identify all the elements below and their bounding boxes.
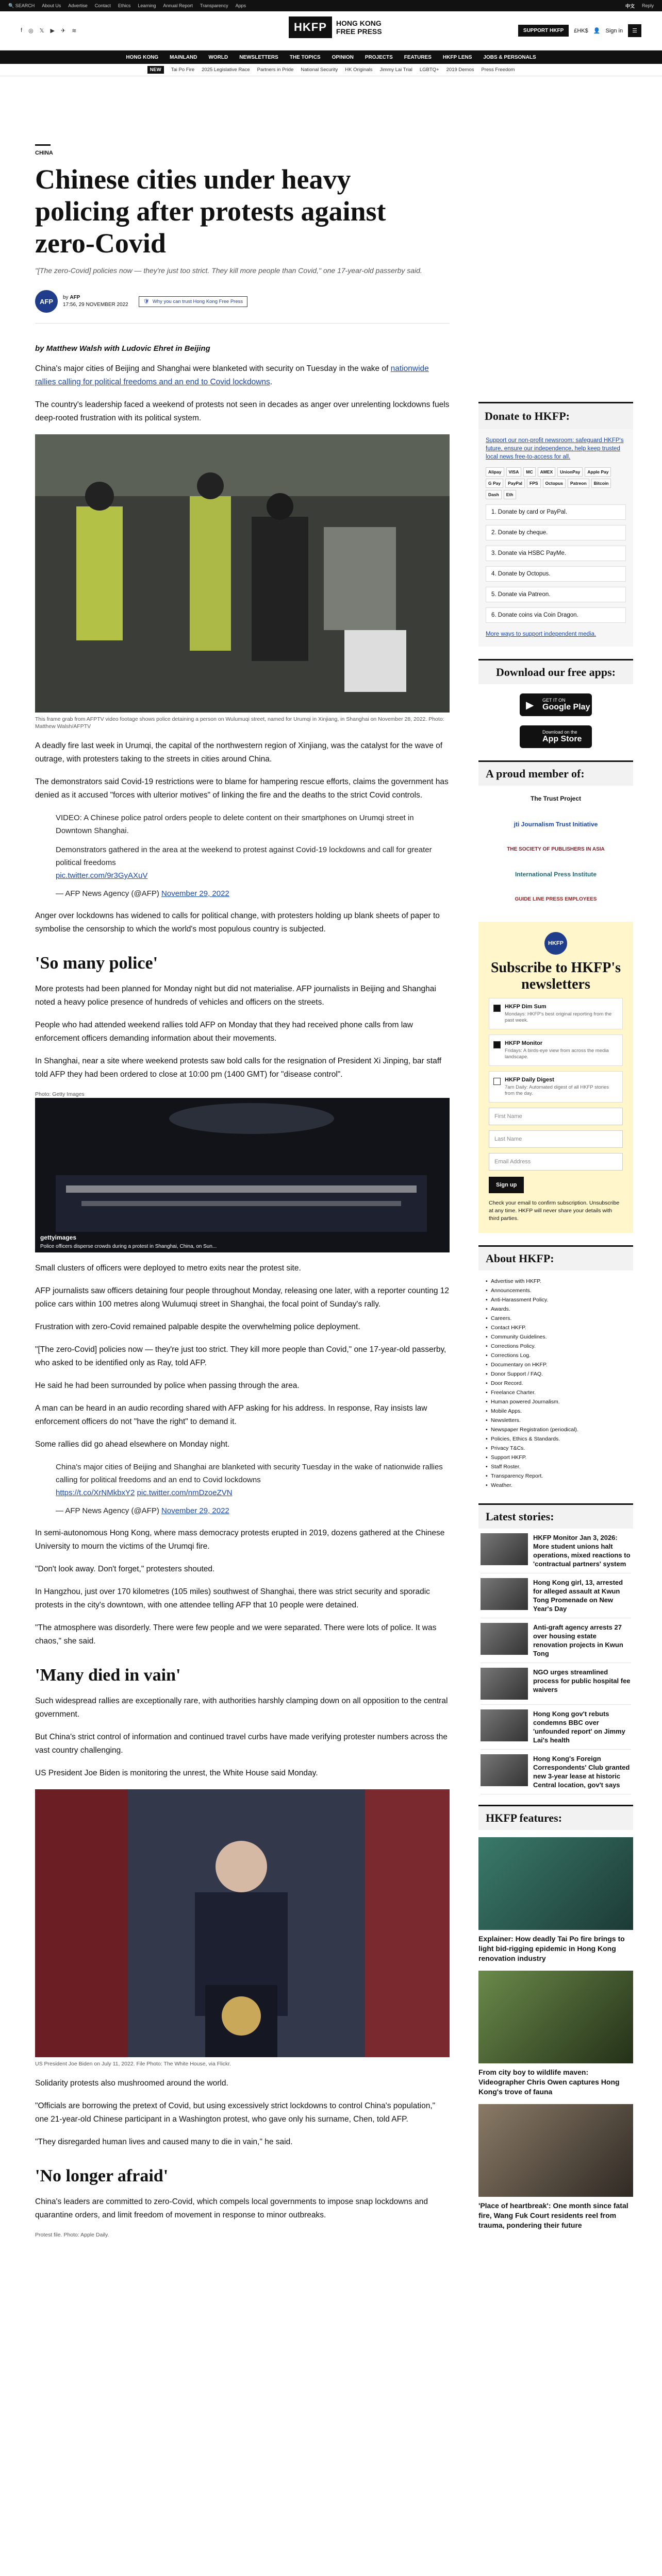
photo <box>35 434 450 713</box>
hkfp-badge: HKFP <box>544 932 567 955</box>
about-link[interactable]: • Anti-Harassment Policy. <box>486 1295 626 1304</box>
paragraph: Solidarity protests also mushroomed around the world. <box>35 2079 228 2088</box>
paragraph: Anger over lockdowns has widened to calls for political change, with protesters holding up blank sheets of paper to symbolise the censorship to which the world's most populous country is subjected. <box>35 911 440 934</box>
topic-link[interactable]: National Security <box>301 67 338 73</box>
tweet-date-link[interactable]: November 29, 2022 <box>161 1506 229 1515</box>
topic-link[interactable]: Partners in Pride <box>257 67 294 73</box>
getty-logo: gettyimages <box>40 1234 77 1241</box>
tweet-pic-link[interactable]: pic.twitter.com/9r3GyAXuV <box>56 871 148 880</box>
figure-biden <box>35 1789 450 2067</box>
article-dek: "[The zero-Covid] policies now — they're just too strict. They kill more people than Covid," one 17-year-old passerby said. <box>35 266 422 275</box>
nav-item[interactable]: WORLD <box>208 54 228 60</box>
trust-link[interactable]: 🛡 Why you can trust Hong Kong Free Press <box>139 296 247 307</box>
latest-story[interactable]: Hong Kong gov't rebuts condemns BBC over 'unfounded report' on Jimmy Lai's health <box>481 1705 631 1750</box>
payment-logo: Apple Pay <box>585 467 611 477</box>
subscribe-title: Subscribe to HKFP's newsletters <box>490 960 621 992</box>
latest-story[interactable]: Hong Kong's Foreign Correspondents' Club granted new 3-year lease at historic Central location, gov't says <box>481 1750 631 1794</box>
member-logo[interactable]: THE SOCIETY OF PUBLISHERS IN ASIA <box>507 846 605 852</box>
paragraph: In Hangzhou, just over 170 kilometres (105 miles) southwest of Shanghai, there was strict security and sporadic protests in the city's downtown, with one attendee telling AFP that 10 people were detained. <box>35 1587 430 1609</box>
feature-story[interactable]: Explainer: How deadly Tai Po fire brings to light bid-rigging epidemic in Hong Kong renovation industry <box>478 1837 633 1963</box>
police-photo-illustration <box>35 434 450 713</box>
google-play-button[interactable]: ▶ GET IT ON Google Play <box>520 693 592 716</box>
newsletter-option[interactable]: HKFP Dim Sum Mondays: HKFP's best original reporting from the past week. <box>489 998 623 1029</box>
feature-story[interactable]: 'Place of heartbreak': One month since fatal fire, Wang Fuk Court residents reel from trauma, pondering their future <box>478 2104 633 2230</box>
topbar-reply[interactable]: Reply <box>641 3 654 8</box>
paragraph: "The atmosphere was disorderly. There were few people and we were separated. There were lots of police. It was chaos," she said. <box>35 1623 437 1646</box>
x-icon[interactable]: 𝕏 <box>39 28 44 34</box>
shield-icon: 🛡 <box>143 298 150 304</box>
about-link[interactable]: • Documentary on HKFP. <box>486 1360 626 1369</box>
about-link[interactable]: • Staff Roster. <box>486 1462 626 1471</box>
about-list <box>478 1270 633 1496</box>
signin-link[interactable]: Sign in <box>605 27 623 34</box>
about-link[interactable]: • Announcements. <box>486 1286 626 1295</box>
latest-story[interactable]: Anti-graft agency arrests 27 over housing estate renovation projects in Kwun Tong <box>481 1618 631 1663</box>
photo-caption: US President Joe Biden on July 11, 2022. File Photo: The White House, via Flickr. <box>35 2061 231 2067</box>
paragraph: AFP journalists saw officers detaining four people throughout Monday, releasing one later, with a reporter counting 12 police cars within 100 metres along Wulumuqi street in Shanghai, the focal point of Sunday's rally. <box>35 1286 450 1309</box>
paragraph: A man can be heard in an audio recording shared with AFP asking for his address. In response, Ray insists law enforcement officers do not "have the right" to demand it. <box>35 1404 427 1426</box>
topic-link[interactable]: Press Freedom <box>481 67 515 73</box>
feature-image <box>478 1837 633 1930</box>
subheading: 'So many police' <box>35 954 158 973</box>
photo-caption: This frame grab from AFPTV video footage shows police detaining a person on Wulumuqi street, named for Urumqi in Xinjiang, in Shanghai on November 28, 2022. Photo: Matthew Walsh/AFPTV <box>35 716 444 730</box>
subscribe-note: Check your email to confirm subscription. Unsubscribe at any time. HKFP will never share your details with third parties. <box>489 1200 620 1222</box>
subheading: 'No longer afraid' <box>35 2166 169 2185</box>
payment-logo: Alipay <box>486 467 504 477</box>
section-label[interactable]: CHINA <box>35 150 53 156</box>
photo <box>35 1098 450 1252</box>
topbar-link[interactable]: About Us <box>42 3 61 8</box>
nav-item[interactable]: PROJECTS <box>365 54 393 60</box>
story-thumbnail <box>481 1754 528 1786</box>
more-ways-link[interactable]: More ways to support independent media. <box>486 631 597 637</box>
menu-icon[interactable]: ☰ <box>628 24 641 37</box>
about-link[interactable]: • Policies, Ethics & Standards. <box>486 1434 626 1444</box>
donate-option[interactable]: 6. Donate coins via Coin Dragon. <box>486 607 626 623</box>
donate-text[interactable]: Support our non-profit newsroom: safeguard HKFP's future, ensure our independence, help keep trusted local news free-to-access for all. <box>486 437 624 460</box>
donate-box <box>478 429 633 647</box>
member-logo[interactable]: The Trust Project <box>530 795 582 802</box>
paragraph: A deadly fire last week in Urumqi, the capital of the northwestern region of Xinjiang, was the catalyst for the wave of outrage, with protesters taking to the streets in cities around China. <box>35 741 443 764</box>
article <box>35 144 450 2239</box>
nav-item[interactable]: FEATURES <box>404 54 432 60</box>
payment-logo: AMEX <box>538 467 556 477</box>
subscribe-box <box>478 922 633 1233</box>
payment-logo: Eth <box>504 490 516 499</box>
rallies-link[interactable]: nationwide rallies calling for political freedoms and an end to Covid lockdowns <box>35 364 429 386</box>
about-link[interactable]: • Newsletters. <box>486 1416 626 1425</box>
getty-caption: Police officers disperse crowds during a protest in Shanghai, China, on Sun... <box>40 1244 217 1249</box>
paragraph: Small clusters of officers were deployed to metro exits near the protest site. <box>35 1264 301 1273</box>
payment-logo: MC <box>523 467 535 477</box>
social-links <box>21 27 76 34</box>
payment-logo: Bitcoin <box>591 479 611 488</box>
checkbox[interactable] <box>493 1005 501 1012</box>
feature-image <box>478 2104 633 2197</box>
paragraph: US President Joe Biden is monitoring the unrest, the White House said Monday. <box>35 1769 318 1777</box>
paragraph: More protests had been planned for Monday night but did not materialise. AFP journalists in Beijing and Shanghai noted a heavy police presence of hundreds of vehicles and officers on the streets. <box>35 985 436 1007</box>
embedded-tweet: China's major cities of Beijing and Shanghai are blanketed with security Tuesday in the wake of nationwide rallies calling for political freedoms and an end to Covid lockdowns https://t.co/XrNMkbxY2 pic.twitter.com/nmDzoeZVN — AFP News Agency (@AFP) November 29, 2022 <box>56 1463 443 1515</box>
member-logo[interactable]: jti Journalism Trust Initiative <box>514 821 598 828</box>
payment-logo: PayPal <box>505 479 525 488</box>
new-badge: NEW <box>147 66 164 74</box>
about-link[interactable]: • Contact HKFP. <box>486 1323 626 1332</box>
donate-option[interactable]: 5. Donate via Patreon. <box>486 587 626 602</box>
paragraph: China's leaders are committed to zero-Covid, which compels local governments to impose snap lockdowns and quarantine orders, and limit freedom of movement in response to minor outbreaks. <box>35 2197 428 2219</box>
logo-text: HONG KONG FREE PRESS <box>336 19 382 36</box>
paragraph: Some rallies did go ahead elsewhere on Monday night. <box>35 1440 230 1449</box>
byline: by Matthew Walsh with Ludovic Ehret in Beijing <box>35 344 210 353</box>
subheading: 'Many died in vain' <box>35 1666 181 1685</box>
latest-story[interactable]: HKFP Monitor Jan 3, 2026: More student unions halt operations, mixed reactions to 'contractual partners' system <box>481 1529 631 1573</box>
member-logo[interactable]: GUIDE LINE PRESS EMPLOYEES <box>515 896 597 902</box>
sidebar <box>478 402 633 2230</box>
payment-logo: Octopus <box>543 479 566 488</box>
nav-item[interactable]: NEWSLETTERS <box>239 54 278 60</box>
topic-link[interactable]: 2019 Demos <box>446 67 474 73</box>
paragraph: Such widespread rallies are exceptionally rare, with authorities harshly clamping down on all opposition to the central government. <box>35 1697 448 1719</box>
app-store-button[interactable]: Download on the App Store <box>520 725 592 748</box>
about-link[interactable]: • Corrections Log. <box>486 1351 626 1360</box>
topic-link[interactable]: Tai Po Fire <box>171 67 195 73</box>
photo <box>35 1789 450 2057</box>
checkbox[interactable] <box>493 1041 501 1048</box>
paragraph: The country's leadership faced a weekend of protests not seen in decades as anger over unrelenting lockdowns fuels deep-rooted frustration with its political system. <box>35 400 450 422</box>
story-thumbnail <box>481 1668 528 1700</box>
topic-link[interactable]: 2025 Legislative Race <box>202 67 250 73</box>
checkbox[interactable] <box>493 1078 501 1085</box>
telegram-icon[interactable]: ✈ <box>61 28 66 34</box>
topic-link[interactable]: LGBTQ+ <box>419 67 439 73</box>
payment-logo: UnionPay <box>557 467 583 477</box>
paragraph: The demonstrators said Covid-19 restrictions were to blame for hampering rescue efforts, claims the government has denied as it accused "forces with ulterior motives" of linking the fire and the deaths to the strict Covid controls. <box>35 777 449 800</box>
author-avatar[interactable]: AFP <box>35 290 58 313</box>
figure-getty: Photo: Getty Images Police officers disperse crowds during a protest in Shanghai, China, on Sun... gettyimages <box>35 1091 450 1252</box>
logo-box: HKFP <box>289 16 332 38</box>
about-title: About HKFP: <box>478 1245 633 1270</box>
topbar-link[interactable]: Ethics <box>118 3 131 8</box>
story-thumbnail <box>481 1533 528 1565</box>
paragraph: He said he had been surrounded by police when passing through the area. <box>35 1381 300 1390</box>
rss-icon[interactable]: ≋ <box>72 28 77 34</box>
topbar-link[interactable]: Learning <box>138 3 156 8</box>
tweet-pic-link[interactable]: pic.twitter.com/nmDzoeZVN <box>137 1488 233 1497</box>
search-link[interactable]: 🔍 SEARCH <box>8 3 35 8</box>
support-button[interactable]: SUPPORT HKFP <box>518 25 569 37</box>
apps-title: Download our free apps: <box>478 659 633 684</box>
last-name-input[interactable]: Last Name <box>489 1130 623 1148</box>
topbar-link[interactable]: Contact <box>94 3 111 8</box>
donate-title: Donate to HKFP: <box>478 402 633 429</box>
publish-date: 17:56, 29 NOVEMBER 2022 <box>63 302 128 308</box>
currency-toggle[interactable]: £HK$ <box>574 27 588 34</box>
main-nav <box>0 50 662 64</box>
first-name-input[interactable]: First Name <box>489 1108 623 1125</box>
donate-option[interactable]: 3. Donate via HSBC PayMe. <box>486 546 626 561</box>
nav-item[interactable]: OPINION <box>332 54 354 60</box>
nav-item[interactable]: HONG KONG <box>126 54 159 60</box>
paragraph: "Don't look away. Don't forget," protesters shouted. <box>35 1565 215 1573</box>
site-logo[interactable] <box>289 16 382 38</box>
article-title: Chinese cities under heavy policing after protests against zero-Covid <box>35 164 386 259</box>
about-link[interactable]: • Community Guidelines. <box>486 1332 626 1342</box>
story-thumbnail <box>481 1578 528 1610</box>
story-thumbnail <box>481 1709 528 1741</box>
youtube-icon[interactable]: ▶ <box>50 28 55 34</box>
about-link[interactable]: • Transparency Report. <box>486 1471 626 1481</box>
lang-switch[interactable]: 中文 <box>625 3 635 9</box>
paragraph: People who had attended weekend rallies told AFP on Monday that they had received phone calls from law enforcement officers demanding information about their movements. <box>35 1021 413 1043</box>
topic-link[interactable]: HK Originals <box>345 67 373 73</box>
topic-link[interactable]: Jimmy Lai Trial <box>379 67 412 73</box>
paragraph: "[The zero-Covid] policies now — they're just too strict. They kill more people than Covid," one 17-year-old passerby, who asked to be identified only as Ray, told AFP. <box>35 1345 446 1367</box>
feature-story[interactable]: From city boy to wildlife maven: Videographer Chris Owen captures Hong Kong's trove of fauna <box>478 1971 633 2097</box>
payment-logos <box>486 467 626 499</box>
latest-story[interactable]: NGO urges streamlined process for public hospital fee waivers <box>481 1663 631 1705</box>
paragraph: But China's strict control of information and continued travel curbs have made verifying protester numbers across the vast country challenging. <box>35 1733 448 1755</box>
latest-story[interactable]: Hong Kong girl, 13, arrested for alleged assault at Kwun Tong Promenade on New Year's Day <box>481 1573 631 1618</box>
about-link[interactable]: • Weather. <box>486 1481 626 1490</box>
donate-option[interactable]: 4. Donate by Octopus. <box>486 566 626 582</box>
biden-photo-illustration <box>35 1789 450 2057</box>
about-link[interactable]: • Newspaper Registration (periodical). <box>486 1425 626 1434</box>
nav-item[interactable]: MAINLAND <box>170 54 197 60</box>
about-link[interactable]: • Mobile Apps. <box>486 1406 626 1416</box>
figure-police-detain <box>35 434 450 730</box>
latest-title: Latest stories: <box>478 1503 633 1529</box>
facebook-icon[interactable]: f <box>21 27 23 33</box>
member-title: A proud member of: <box>478 760 633 786</box>
embedded-tweet: VIDEO: A Chinese police patrol orders people to delete content on their smartphones on Urumqi street in Downtown Shanghai. Demonstrators gathered in the area at the weekend to protest against Covid-19 lockdowns and call for greater political freedoms pic.twitter.com/9r3GyAXuV — AFP News Agency (@AFP) November 29, 2022 <box>56 814 432 898</box>
paragraph: In semi-autonomous Hong Kong, where mass democracy protests erupted in 2019, dozens gathered at the Chinese University to mourn the victims of the Urumqi fire. <box>35 1529 445 1551</box>
payment-logo: VISA <box>506 467 522 477</box>
topic-bar <box>0 64 662 76</box>
paragraph: Frustration with zero-Covid remained palpable despite the overwhelming police deployment. <box>35 1323 360 1331</box>
story-thumbnail <box>481 1623 528 1655</box>
topbar-link[interactable]: Transparency <box>200 3 228 8</box>
about-link[interactable]: • Careers. <box>486 1314 626 1323</box>
features-title: HKFP features: <box>478 1805 633 1830</box>
payment-logo: Dash <box>486 490 502 499</box>
instagram-icon[interactable]: ◎ <box>28 28 34 34</box>
payment-logo: G Pay <box>486 479 503 488</box>
photo-caption: Protest file. Photo: Apple Daily. <box>35 2232 109 2238</box>
article-meta: AFP by AFP 17:56, 29 NOVEMBER 2022 🛡 Why you can trust Hong Kong Free Press <box>35 290 450 313</box>
newsletter-option[interactable]: HKFP Daily Digest 7am Daily: Automated digest of all HKFP stories from the day. <box>489 1071 623 1103</box>
tweet-link[interactable]: https://t.co/XrNMkbxY2 <box>56 1488 135 1497</box>
about-link[interactable]: • Corrections Policy. <box>486 1342 626 1351</box>
topbar-link[interactable]: Advertise <box>68 3 88 8</box>
latest-list <box>478 1529 633 1794</box>
about-link[interactable]: • Privacy T&Cs. <box>486 1444 626 1453</box>
about-link[interactable]: • Human powered Journalism. <box>486 1397 626 1406</box>
paragraph: China's major cities of Beijing and Shanghai were blanketed with security on Tuesday in the wake of nationwide rallies calling for political freedoms and an end to Covid lockdowns. <box>35 364 429 386</box>
donate-option[interactable]: 2. Donate by cheque. <box>486 525 626 540</box>
utility-bar <box>0 0 662 11</box>
payment-logo: Patreon <box>568 479 589 488</box>
nav-item[interactable]: THE TOPICS <box>289 54 321 60</box>
member-logo[interactable]: International Press Institute <box>515 871 597 878</box>
crowd-photo-illustration <box>35 1098 450 1252</box>
email-input[interactable]: Email Address <box>489 1153 623 1171</box>
about-link[interactable]: • Awards. <box>486 1304 626 1314</box>
topbar-link[interactable]: Apps <box>235 3 246 8</box>
author-link[interactable]: AFP <box>70 295 80 300</box>
newsletter-option[interactable]: HKFP Monitor Fridays: A birds-eye view from across the media landscape. <box>489 1035 623 1066</box>
about-link[interactable]: • Freelance Charter. <box>486 1388 626 1397</box>
donate-option[interactable]: 1. Donate by card or PayPal. <box>486 504 626 520</box>
about-link[interactable]: • Donor Support / FAQ. <box>486 1369 626 1379</box>
nav-item[interactable]: HKFP LENS <box>442 54 472 60</box>
paragraph: "They disregarded human lives and caused many to die in vain," he said. <box>35 2138 293 2146</box>
google-play-icon: ▶ <box>526 700 534 711</box>
paragraph: In Shanghai, near a site where weekend protests saw bold calls for the resignation of President Xi Jinping, bar staff told AFP they had been ordered to close at 10:00 pm (1400 GMT) for "disease control". <box>35 1057 442 1079</box>
about-link[interactable]: • Support HKFP. <box>486 1453 626 1462</box>
paragraph: "Officials are borrowing the pretext of Covid, but using excessively strict lockdowns to control China's population," one 21-year-old Chinese participant in a Washington protest, who gave only his surname, Chen, told AFP. <box>35 2102 436 2124</box>
payment-logo: FPS <box>527 479 541 488</box>
site-header <box>0 11 662 50</box>
nav-item[interactable]: JOBS & PERSONALS <box>483 54 536 60</box>
tweet-date-link[interactable]: November 29, 2022 <box>161 889 229 898</box>
user-icon[interactable]: 👤 <box>593 28 601 34</box>
about-link[interactable]: • Advertise with HKFP. <box>486 1277 626 1286</box>
feature-image <box>478 1971 633 2063</box>
topbar-link[interactable]: Annual Report <box>163 3 193 8</box>
about-link[interactable]: • Door Record. <box>486 1379 626 1388</box>
signup-button[interactable]: Sign up <box>489 1177 524 1193</box>
